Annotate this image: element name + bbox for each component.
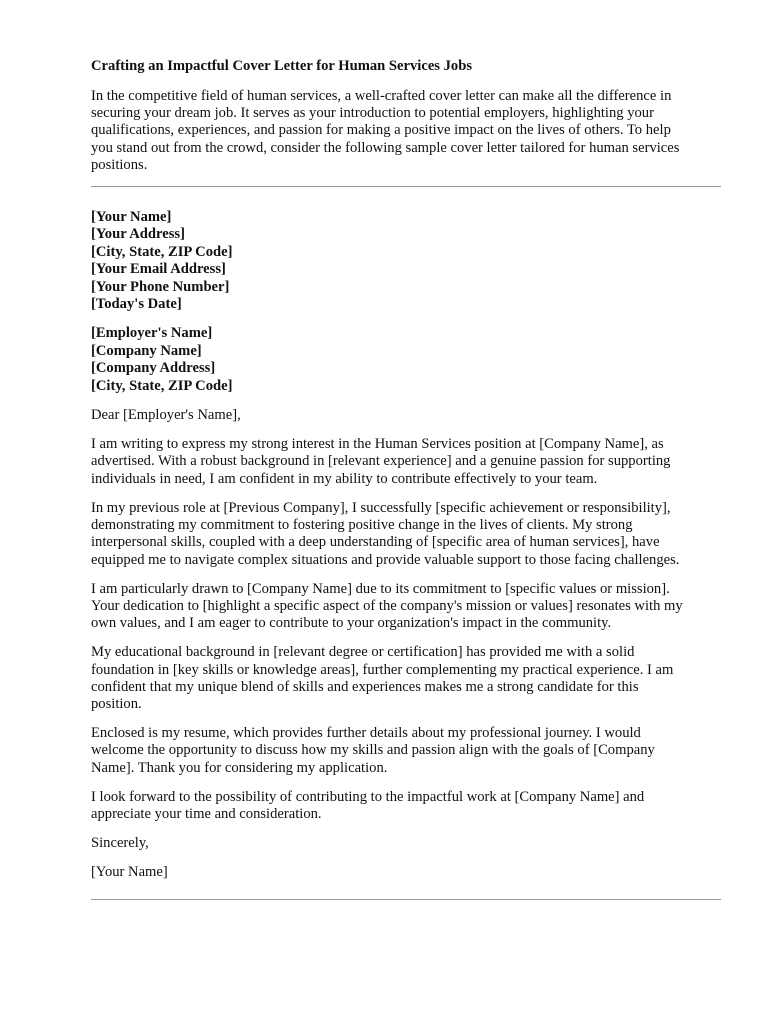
intro-paragraph (91, 88, 721, 174)
sender-city-state-zip: [City, State, ZIP Code] (91, 243, 233, 260)
sender-name: [Your Name] (91, 209, 172, 226)
signature: [Your Name] (91, 864, 168, 881)
recipient-address: [Company Address] (91, 360, 216, 377)
body-line: My educational background in [relevant degree or certification] has provided me with a solid (91, 644, 635, 661)
body-line: I am writing to express my strong interest in the Human Services position at [Company Name], as (91, 436, 664, 453)
intro-line: In the competitive field of human services, a well-crafted cover letter can make all the difference in (91, 88, 672, 104)
body-line: appreciate your time and consideration. (91, 805, 322, 822)
body-paragraph-1 (91, 436, 721, 488)
salutation: Dear [Employer's Name], (91, 407, 241, 424)
body-line: Name]. Thank you for considering my application. (91, 759, 388, 776)
sender-address-block (91, 209, 721, 313)
recipient-address-block (91, 325, 721, 395)
body-line: equipped me to navigate complex situations and provide valuable support to those facing challenges. (91, 551, 680, 568)
top-divider (91, 186, 721, 187)
body-line: interpersonal skills, coupled with a deep understanding of [specific area of human services], have (91, 534, 660, 551)
sender-phone: [Your Phone Number] (91, 278, 230, 295)
body-line: demonstrating my commitment to fostering positive change in the lives of clients. My strong (91, 517, 633, 534)
recipient-company: [Company Name] (91, 342, 202, 359)
intro-line: you stand out from the crowd, consider the following sample cover letter tailored for human services (91, 139, 680, 156)
body-line: I look forward to the possibility of contributing to the impactful work at [Company Name] and (91, 788, 645, 805)
body-line: confident that my unique blend of skills and experiences makes me a strong candidate for this (91, 678, 639, 695)
body-line: own values, and I am eager to contribute to your organization's impact in the community. (91, 615, 612, 632)
body-line: advertised. With a robust background in [relevant experience] and a genuine passion for supporting (91, 453, 671, 470)
body-paragraph-6 (91, 789, 721, 823)
recipient-name: [Employer's Name] (91, 325, 213, 342)
letter-date: [Today's Date] (91, 296, 182, 313)
sender-address: [Your Address] (91, 226, 185, 243)
body-line: individuals in need, I am confident in my ability to contribute effectively to your team. (91, 470, 598, 487)
bottom-divider (91, 899, 721, 900)
document-title: Crafting an Impactful Cover Letter for Human Services Jobs (91, 58, 473, 74)
body-line: I am particularly drawn to [Company Name] due to its commitment to [specific values or mission]. (91, 580, 670, 597)
body-line: position. (91, 695, 142, 712)
body-paragraph-2 (91, 500, 721, 569)
recipient-city-state-zip: [City, State, ZIP Code] (91, 377, 233, 394)
body-line: Enclosed is my resume, which provides further details about my professional journey. I would (91, 725, 641, 742)
body-paragraph-3 (91, 581, 721, 633)
body-line: welcome the opportunity to discuss how my skills and passion align with the goals of [Company (91, 742, 655, 759)
body-line: Your dedication to [highlight a specific aspect of the company's mission or values] resonates with my (91, 597, 683, 614)
body-paragraph-5 (91, 725, 721, 777)
intro-line: securing your dream job. It serves as your introduction to potential employers, highlighting your (91, 105, 654, 122)
intro-line: positions. (91, 156, 148, 173)
body-line: foundation in [key skills or knowledge areas], further complementing my practical experience. I am (91, 661, 674, 678)
body-paragraph-4 (91, 644, 721, 713)
intro-line: qualifications, experiences, and passion for making a positive impact on the lives of others. To help (91, 122, 671, 139)
closing: Sincerely, (91, 835, 149, 852)
sender-email: [Your Email Address] (91, 261, 226, 278)
document-page (91, 58, 721, 900)
body-line: In my previous role at [Previous Company], I successfully [specific achievement or responsibility], (91, 499, 671, 516)
